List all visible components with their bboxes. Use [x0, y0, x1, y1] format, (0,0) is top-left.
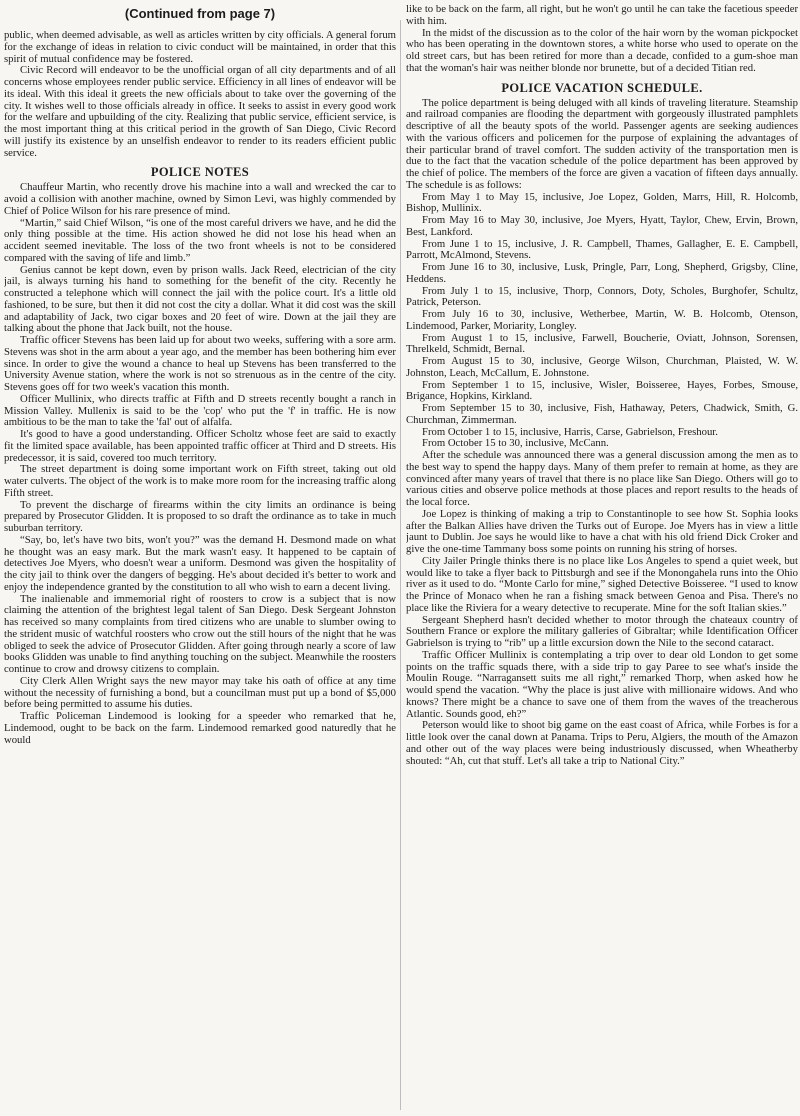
article-paragraph: From July 1 to 15, inclusive, Thorp, Connors, Doty, Scholes, Burghofer, Schultz, Patrick, Peterson. — [406, 284, 798, 309]
article-paragraph: public, when deemed advisable, as well as articles written by city officials. A general forum for the exchange of ideas in relation to civic conduct will be maintained, in order that this spirit of mutual confidence may be fostered. — [4, 30, 396, 65]
section-heading: POLICE VACATION SCHEDULE. — [501, 80, 703, 95]
article-paragraph: City Clerk Allen Wright says the new mayor may take his oath of office at any time without the necessity of furnishing a bond, but a councilman must put up a bond of $5,000 before being permitted to assume his duties. — [4, 674, 396, 711]
article-paragraph: From September 15 to 30, inclusive, Fish, Hathaway, Peters, Chadwick, Smith, G. Churchman, Zimmerman. — [406, 402, 798, 426]
article-paragraph: From August 15 to 30, inclusive, George Wilson, Churchman, Plaisted, W. W. Johnston, Leach, McCallum, E. Johnstone. — [406, 355, 798, 379]
article-paragraph: It's good to have a good understanding. Officer Scholtz whose feet are said to exactly fit the limited space available, has been appointed traffic officer at Third and D streets. His predecessor, it is said, covered too much territory. — [4, 428, 396, 464]
article-paragraph: Joe Lopez is thinking of making a trip to Constantinople to see how St. Sophia looks after the Balkan Allies have driven the Turks out of Europe. Joe Myers has in view a little jaunt to Dublin. Joe says he would like to have a chat with his old friend Dick Croker and give the one-time Tammany boss some points on running his string of horses. — [406, 507, 798, 555]
article-paragraph: City Jailer Pringle thinks there is no place like Los Angeles to spend a quiet week, but would like to take a flyer back to Pittsburgh and see if the Monongahela runs into the Ohio river as it used to do. “Monte Carlo for mine,” sighed Detective Boisseree. “I used to know the Prince of Monaco when he ran a fishing smack between Genoa and Pisa. There's no place like the Riviera for a weary detective to recuperate. Mine for the soft Italian skies.” — [406, 554, 798, 614]
article-paragraph: Traffic Officer Mullinix is contemplating a trip over to dear old London to get some points on the traffic squads there, with a side trip to gay Paree to see what's inside the Moulin Rouge. “Narragansett suits me all right,” remarked Thorp, when asked how he would spend the vacation. “Why the place is just alive with millionaire widows. And who knows? There might be a chance to save one of them from the waves of the treacherous Atlantic. Sounds good, eh?” — [406, 648, 798, 720]
article-paragraph: From October 1 to 15, inclusive, Harris, Carse, Gabrielson, Freshour. — [422, 425, 718, 438]
section-heading: POLICE NOTES — [150, 165, 250, 180]
article-paragraph: From June 16 to 30, inclusive, Lusk, Pringle, Parr, Long, Shepherd, Grigsby, Cline, Heddens. — [406, 261, 798, 285]
column-divider — [400, 20, 401, 1110]
article-paragraph: From June 1 to 15, inclusive, J. R. Campbell, Thames, Gallagher, E. E. Campbell, Parrott, McAlmond, Stevens. — [406, 237, 798, 262]
article-paragraph: From October 15 to 30, inclusive, McCann. — [422, 437, 609, 450]
left-column — [4, 30, 396, 1110]
article-paragraph: From May 16 to May 30, inclusive, Joe Myers, Hyatt, Taylor, Chew, Ervin, Brown, Best, Lankford. — [406, 214, 798, 238]
article-paragraph: Sergeant Shepherd hasn't decided whether to motor through the chateaux country of Southern France or explore the military galleries of Gibraltar; while Identification Officer Gabrielson is trying to “rib” up a little excursion down the Nile to the second cataract. — [406, 613, 798, 649]
article-paragraph: The police department is being deluged with all kinds of traveling literature. Steamship and railroad companies are flooding the department with gorgeously illustrated pamphlets descriptive of all the beauty spots of the world. Passenger agents are seeking audiences with the various officers and policemen for the purpose of explaining the advantages of their particular brand of travel comfort. The sudden activity of the transportation men is due to the fact that the vacation schedule of the police department has been approved by the chief of police. The members of the force are given a vacation of fifteen days annually. The schedule is as follows: — [406, 96, 798, 191]
article-paragraph: “Say, bo, let's have two bits, won't you?” was the demand H. Desmond made on what he thought was an easy mark. But the mark wasn't easy. It happened to be captain of detectives Joe Myers, who doesn't wear a uniform. Desmond was given the hospitality of the city jail to think over the dangers of begging. He's about decided it's better to work and enjoy the independence granted by the constitution to all who wish to earn a decent living. — [4, 533, 396, 593]
article-paragraph: In the midst of the discussion as to the color of the hair worn by the woman pickpocket who has been operating in the downtown stores, a white horse who used to operate on the old street cars, but has been retired for more than a decade, confided to a gum-shoe man that the woman's hair was neither blonde nor brunette, but of a decided Titian red. — [406, 26, 798, 74]
article-paragraph: Chauffeur Martin, who recently drove his machine into a wall and wrecked the car to avoid a collision with another machine, owned by Simon Levi, was highly commended by Chief of Police Wilson for his rare presence of mind. — [4, 181, 396, 217]
article-paragraph: After the schedule was announced there was a general discussion among the men as to the best way to spend the happy days. Many of them prefer to remain at home, as they are convinced after many years of travel that there is no place like San Diego. Others will go to various cities and observe police methods at those places and report results to the heads of the local force. — [406, 449, 798, 508]
continued-header: (Continued from page 7) — [124, 6, 276, 21]
article-paragraph: Traffic officer Stevens has been laid up for about two weeks, suffering with a sore arm. Stevens was shot in the arm about a year ago, and the member has been bothering him ever since. In order to give the wound a chance to heal up Stevens has been transferred to the University Avenue station, where the work is not so strenuous as in the centre of the city. Stevens goes off for two week's vacation this month. — [4, 334, 396, 393]
article-paragraph: “Martin,” said Chief Wilson, “is one of the most careful drivers we have, and he did the only thing possible at the time. His action showed he did not lose his head when an accident seemed inevitable. The loss of the two front wheels is not to be considered compared with the saving of life and limb.” — [4, 216, 396, 264]
right-column — [406, 4, 798, 1112]
article-paragraph: From September 1 to 15, inclusive, Wisler, Boisseree, Hayes, Forbes, Smouse, Brigance, Hopkins, Kirkland. — [406, 378, 798, 403]
article-paragraph: The street department is doing some important work on Fifth street, taking out old water culverts. The object of the work is to make more room for the increasing traffic along Fifth street. — [4, 463, 396, 499]
article-paragraph: From May 1 to May 15, inclusive, Joe Lopez, Golden, Marrs, Hill, R. Holcomb, Bishop, Mullinix. — [406, 190, 798, 215]
article-paragraph: From July 16 to 30, inclusive, Wetherbee, Martin, W. B. Holcomb, Otenson, Lindemood, Parker, Moriarity, Longley. — [406, 308, 798, 332]
article-paragraph: Peterson would like to shoot big game on the east coast of Africa, while Forbes is for a little look over the canal down at Panama. Trips to Peru, Algiers, the mouth of the Amazon and other out of the way places were being industriously discussed, when Wheatherby shouted: “Ah, cut that stuff. Let's all take a trip to National City.” — [406, 719, 798, 767]
article-paragraph: From August 1 to 15, inclusive, Farwell, Boucherie, Oviatt, Johnson, Sorensen, Threlkeld, Schmidt, Bernal. — [406, 331, 798, 356]
article-paragraph: Traffic Policeman Lindemood is looking for a speeder who remarked that he, Lindemood, ought to be back on the farm. Lindemood remarked good naturedly that he would — [4, 710, 396, 746]
article-paragraph: like to be back on the farm, all right, but he won't go until he can take the facetious speeder with him. — [406, 4, 798, 27]
article-paragraph: Officer Mullinix, who directs traffic at Fifth and D streets recently bought a ranch in Mission Valley. Mullenix is said to be the 'cop' who put the 'f' in traffic. He is now ambitious to be the man to take the 'fal' out of alfalfa. — [4, 392, 396, 429]
article-paragraph: The inalienable and immemorial right of roosters to crow is a subject that is now claiming the attention of the brightest legal talent of San Diego. Desk Sergeant Johnston has received so many complaints from tired citizens who are unable to slumber owing to the strident music of watchful roosters who crow out the still hours of the night that he was obliged to seek the advice of Prosecutor Glidden. After going through nearly a score of law books Glidden was unable to find anything touching on the subject. Meanwhile the roosters continue to crow and drowsy citizens to complain. — [4, 592, 396, 675]
article-paragraph: Genius cannot be kept down, even by prison walls. Jack Reed, electrician of the city jail, is always turning his hand to something for the benefit of the city. Recently he constructed a telephone which will connect the jail with the police court. It's a little old fashioned, to be sure, but then it did not cost the city a dollar. What it did cost was the skill and adaptability of Jack, two cigar boxes and 20 feet of wire. Down at the jail they are talking about the phone that Jack built, not the house. — [4, 263, 396, 335]
article-paragraph: Civic Record will endeavor to be the unofficial organ of all city departments and of all concerns whose employees render public service. Efficiency in all lines of endeavor will be its ideal. With this ideal it greets the new officials about to take over the governing of the city. It wishes well to those officials already in office. It seeks to assist in every good work for the welfare and upbuilding of the city. Realizing that public service, efficient service, is the most important thing at this critical period in the growth of San Diego, Civic Record will justify its existence by an unselfish endeavor to render to its readers efficient public service. — [4, 64, 396, 159]
article-paragraph: To prevent the discharge of firearms within the city limits an ordinance is being prepared by Prosecutor Glidden. It is proposed to so draft the ordinance as to take in much suburban territory. — [4, 498, 396, 534]
